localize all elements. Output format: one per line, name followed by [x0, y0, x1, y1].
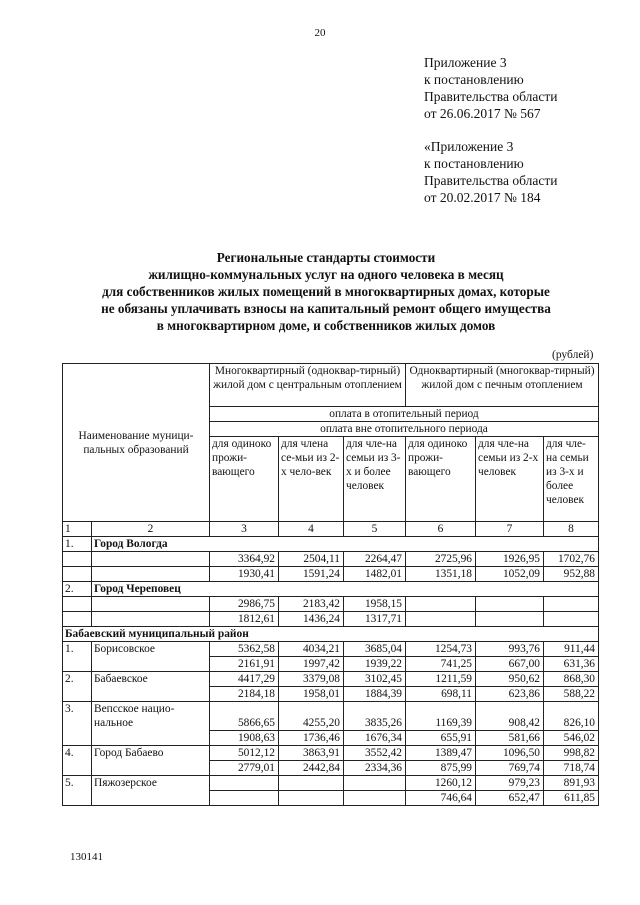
row-number: 1. — [63, 537, 92, 552]
value-cell: 3379,08 — [279, 672, 344, 687]
document-title — [40, 249, 612, 334]
standards-table — [62, 363, 599, 806]
header-heating-period: оплата в отопительный период — [210, 407, 599, 422]
value-cell — [406, 612, 476, 627]
value-cell: 611,85 — [544, 791, 599, 806]
value-cell: 1908,63 — [210, 731, 279, 746]
value-cell: 588,22 — [544, 687, 599, 702]
municipality-name: Бабаевское — [92, 672, 210, 702]
value-cell: 1958,15 — [344, 597, 406, 612]
municipality-name: Борисовское — [92, 642, 210, 672]
value-cell — [210, 776, 279, 791]
appendix-line: к постановлению — [424, 156, 524, 171]
title-line: Региональные стандарты стоимости — [216, 250, 436, 265]
value-cell: 2183,42 — [279, 597, 344, 612]
value-cell: 1351,18 — [406, 567, 476, 582]
value-cell: 1211,59 — [406, 672, 476, 687]
appendix-line: «Приложение 3 — [424, 139, 514, 154]
title-line: не обязаны уплачивать взносы на капитальный ремонт общего имущества — [101, 301, 551, 316]
value-cell: 3863,91 — [279, 746, 344, 761]
appendix-line: Приложение 3 — [424, 55, 507, 70]
title-line: для собственников жилых помещений в многоквартирных домах, которые — [102, 284, 550, 299]
col-number: 1 — [63, 522, 92, 537]
value-cell: 2442,84 — [279, 761, 344, 776]
value-cell: 1736,46 — [279, 731, 344, 746]
value-cell: 1930,41 — [210, 567, 279, 582]
value-cell: 746,64 — [406, 791, 476, 806]
value-cell: 908,42 — [476, 702, 544, 731]
value-cell: 4417,29 — [210, 672, 279, 687]
value-cell: 5866,65 — [210, 702, 279, 731]
header-sub: для одиноко прожи-вающего — [210, 437, 279, 522]
value-cell — [210, 791, 279, 806]
header-name-column: Наименование муници-пальных образований — [63, 364, 210, 522]
value-cell — [476, 612, 544, 627]
value-cell: 631,36 — [544, 657, 599, 672]
value-cell: 1482,01 — [344, 567, 406, 582]
value-cell: 3364,92 — [210, 552, 279, 567]
value-cell: 3102,45 — [344, 672, 406, 687]
row-number: 3. — [63, 702, 92, 746]
value-cell: 1702,76 — [544, 552, 599, 567]
value-cell: 5012,12 — [210, 746, 279, 761]
value-cell: 667,00 — [476, 657, 544, 672]
value-cell — [344, 791, 406, 806]
value-cell: 1997,42 — [279, 657, 344, 672]
appendix-block-second — [424, 138, 557, 206]
value-cell: 1591,24 — [279, 567, 344, 582]
col-number: 6 — [406, 522, 476, 537]
value-cell: 698,11 — [406, 687, 476, 702]
row-number: 5. — [63, 776, 92, 806]
appendix-line: Правительства области — [424, 89, 558, 104]
header-group-stove: Одноквартирный (многоквар-тирный) жилой дом с печным отоплением — [406, 364, 599, 407]
section-title: Город Вологда — [92, 537, 599, 552]
value-cell: 868,30 — [544, 672, 599, 687]
value-cell: 1926,95 — [476, 552, 544, 567]
value-cell: 2264,47 — [344, 552, 406, 567]
value-cell: 826,10 — [544, 702, 599, 731]
value-cell: 1169,39 — [406, 702, 476, 731]
municipality-name: Вепсское нацио-нальное — [92, 702, 210, 746]
appendix-line: Правительства области — [424, 173, 558, 188]
value-cell: 950,62 — [476, 672, 544, 687]
section-title: Город Череповец — [92, 582, 599, 597]
value-cell: 581,66 — [476, 731, 544, 746]
appendix-block-top — [424, 54, 557, 122]
appendix-line: к постановлению — [424, 72, 524, 87]
value-cell: 2184,18 — [210, 687, 279, 702]
value-cell — [476, 597, 544, 612]
value-cell: 891,93 — [544, 776, 599, 791]
value-cell — [344, 776, 406, 791]
value-cell: 1884,39 — [344, 687, 406, 702]
col-number: 4 — [279, 522, 344, 537]
unit-label: (рублей) — [552, 349, 594, 361]
appendix-line: от 26.06.2017 № 567 — [424, 106, 541, 121]
row-number: 2. — [63, 672, 92, 702]
municipality-name: Пяжозерское — [92, 776, 210, 806]
value-cell: 998,82 — [544, 746, 599, 761]
value-cell: 1260,12 — [406, 776, 476, 791]
col-number: 5 — [344, 522, 406, 537]
district-title: Бабаевский муниципальный район — [63, 627, 599, 642]
value-cell: 2986,75 — [210, 597, 279, 612]
value-cell: 4034,21 — [279, 642, 344, 657]
value-cell: 1958,01 — [279, 687, 344, 702]
col-number: 8 — [544, 522, 599, 537]
value-cell: 1436,24 — [279, 612, 344, 627]
value-cell: 1939,22 — [344, 657, 406, 672]
value-cell: 1317,71 — [344, 612, 406, 627]
value-cell: 5362,58 — [210, 642, 279, 657]
row-number: 2. — [63, 582, 92, 597]
value-cell: 2779,01 — [210, 761, 279, 776]
value-cell: 911,44 — [544, 642, 599, 657]
row-number: 1. — [63, 642, 92, 672]
value-cell: 3552,42 — [344, 746, 406, 761]
value-cell: 952,88 — [544, 567, 599, 582]
row-number: 4. — [63, 746, 92, 776]
header-sub: для члена се-мьи из 2-х чело-век — [279, 437, 344, 522]
value-cell — [406, 597, 476, 612]
value-cell: 2161,91 — [210, 657, 279, 672]
header-nonheating-period: оплата вне отопительного периода — [210, 422, 599, 437]
value-cell — [544, 597, 599, 612]
col-number: 7 — [476, 522, 544, 537]
value-cell — [279, 776, 344, 791]
footer-code: 130141 — [70, 851, 103, 863]
value-cell: 1254,73 — [406, 642, 476, 657]
value-cell: 875,99 — [406, 761, 476, 776]
header-sub: для чле-на семьи из 3-х и более человек — [544, 437, 599, 522]
value-cell: 718,74 — [544, 761, 599, 776]
value-cell: 4255,20 — [279, 702, 344, 731]
value-cell: 1812,61 — [210, 612, 279, 627]
value-cell: 1052,09 — [476, 567, 544, 582]
header-sub: для чле-на семьи из 2-х человек — [476, 437, 544, 522]
header-sub: для чле-на семьи из 3-х и более человек — [344, 437, 406, 522]
value-cell: 1096,50 — [476, 746, 544, 761]
value-cell: 3685,04 — [344, 642, 406, 657]
value-cell: 1676,34 — [344, 731, 406, 746]
col-number: 3 — [210, 522, 279, 537]
value-cell — [544, 612, 599, 627]
title-line: в многоквартирном доме, и собственников жилых домов — [156, 318, 496, 333]
col-number: 2 — [92, 522, 210, 537]
appendix-line: от 20.02.2017 № 184 — [424, 190, 541, 205]
value-cell — [279, 791, 344, 806]
municipality-name: Город Бабаево — [92, 746, 210, 776]
value-cell: 2725,96 — [406, 552, 476, 567]
value-cell: 2334,36 — [344, 761, 406, 776]
value-cell: 1389,47 — [406, 746, 476, 761]
title-line: жилищно-коммунальных услуг на одного человека в месяц — [148, 267, 504, 282]
page-number: 20 — [314, 27, 326, 39]
value-cell: 993,76 — [476, 642, 544, 657]
value-cell: 769,74 — [476, 761, 544, 776]
value-cell: 655,91 — [406, 731, 476, 746]
value-cell: 623,86 — [476, 687, 544, 702]
value-cell: 3835,26 — [344, 702, 406, 731]
header-group-central: Многоквартирный (одноквар-тирный) жилой дом с центральным отоплением — [210, 364, 406, 407]
value-cell: 546,02 — [544, 731, 599, 746]
value-cell: 741,25 — [406, 657, 476, 672]
value-cell: 652,47 — [476, 791, 544, 806]
value-cell: 979,23 — [476, 776, 544, 791]
value-cell: 2504,11 — [279, 552, 344, 567]
header-sub: для одиноко прожи-вающего — [406, 437, 476, 522]
